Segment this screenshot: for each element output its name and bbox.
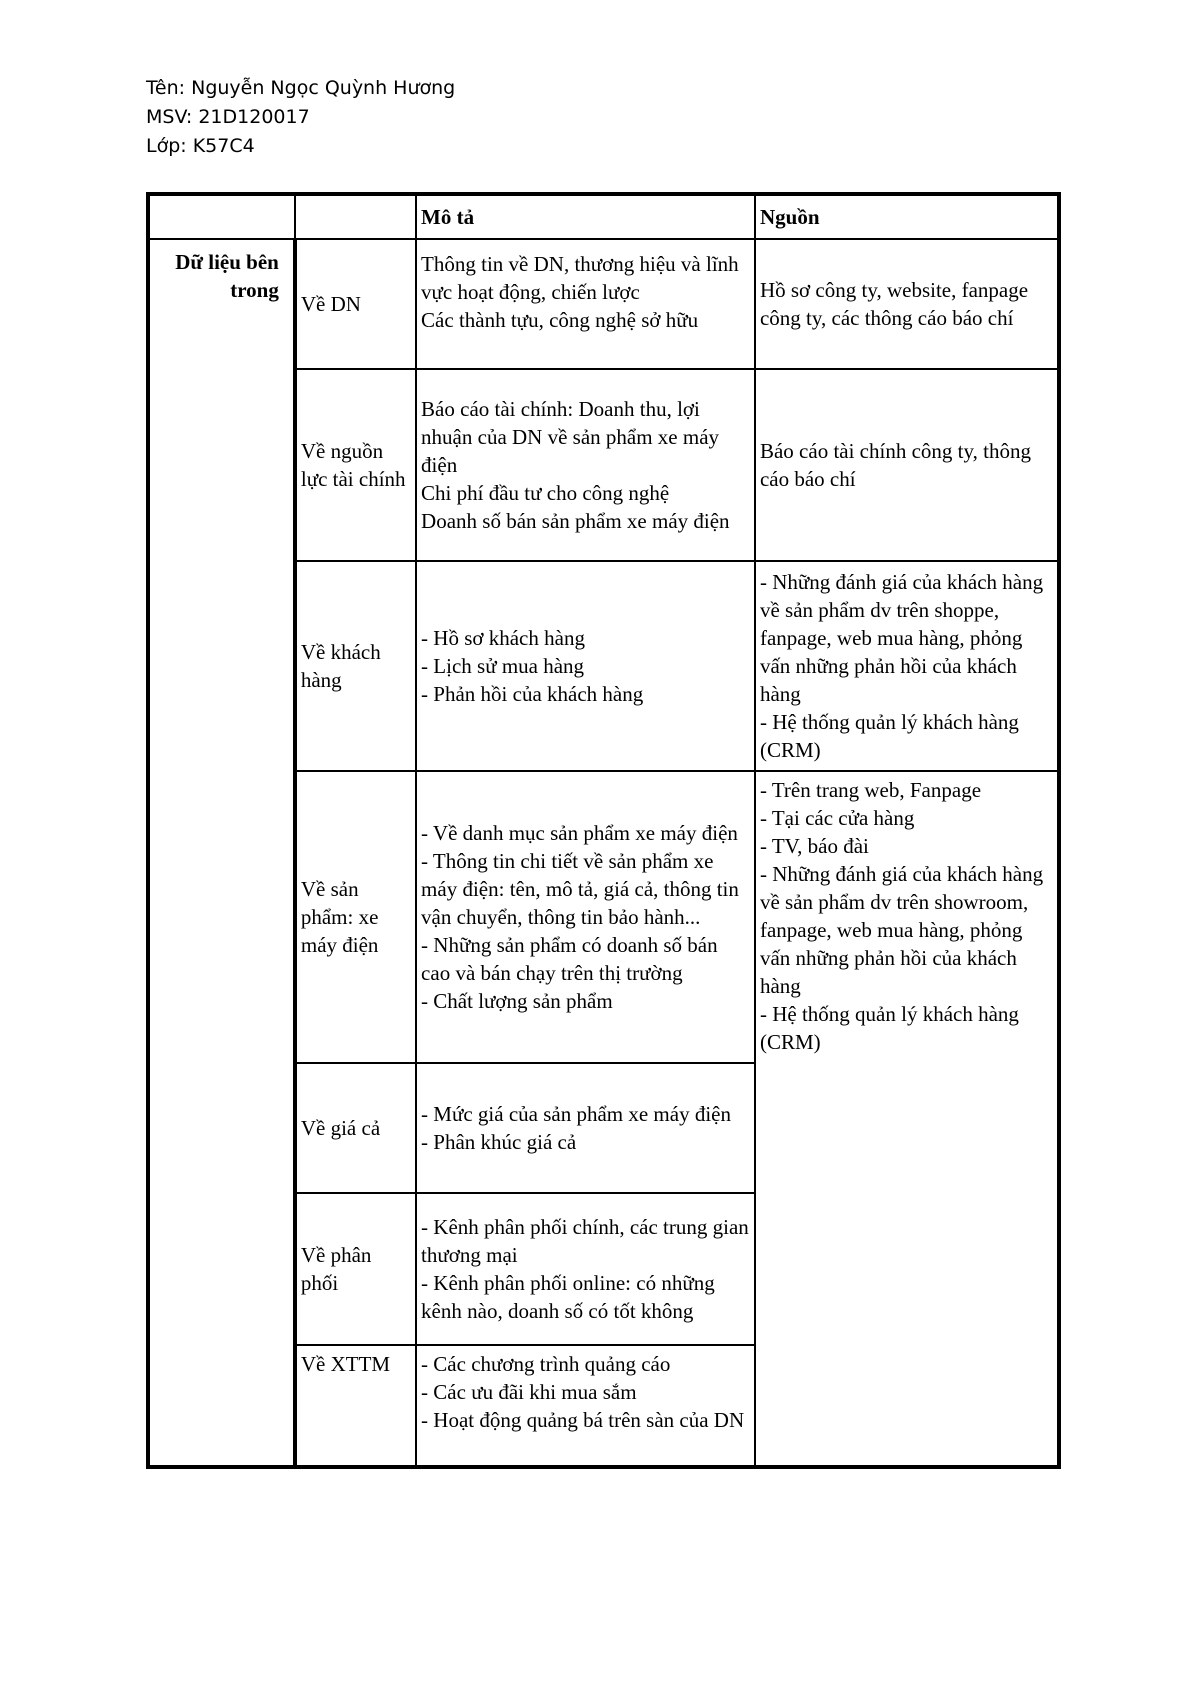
row-source-merged: - Trên trang web, Fanpage - Tại các cửa hàng - TV, báo đài - Những đánh giá của khách hàng về sản phẩm dv trên showroom, fanpage, web mua hàng, phỏng vấn những phản hồi của khách hàng - Hệ thống quản lý khách hàng (CRM) [755,771,1059,1467]
row-category: Về khách hàng [295,561,416,771]
row-category: Về giá cả [295,1063,416,1193]
row-source: Hồ sơ công ty, website, fanpage công ty, các thông cáo báo chí [755,239,1059,369]
table-header-row [148,194,1059,239]
row-description: - Mức giá của sản phẩm xe máy điện - Phân khúc giá cả [416,1063,755,1193]
row-category: Về phân phối [295,1193,416,1345]
row-category: Về nguồn lực tài chính [295,369,416,561]
row-source: Báo cáo tài chính công ty, thông cáo báo chí [755,369,1059,561]
header-source: Nguồn [755,194,1059,239]
data-table [146,192,1061,1469]
row-description: Thông tin về DN, thương hiệu và lĩnh vực hoạt động, chiến lược Các thành tựu, công nghệ sở hữu [416,239,755,369]
header-cell-empty-2 [295,194,416,239]
student-class: Lớp: K57C4 [146,135,255,157]
group-label: Dữ liệu bên trong [148,239,295,1467]
row-category: Về sản phẩm: xe máy điện [295,771,416,1063]
row-category: Về DN [295,239,416,369]
header-cell-empty-1 [148,194,295,239]
student-id: MSV: 21D120017 [146,106,310,128]
header-description: Mô tả [416,194,755,239]
row-source: - Những đánh giá của khách hàng về sản phẩm dv trên shoppe, fanpage, web mua hàng, phỏng vấn những phản hồi của khách hàng - Hệ thống quản lý khách hàng (CRM) [755,561,1059,771]
row-description: - Kênh phân phối chính, các trung gian thương mại - Kênh phân phối online: có những kênh nào, doanh số có tốt không [416,1193,755,1345]
row-description: - Các chương trình quảng cáo - Các ưu đãi khi mua sắm - Hoạt động quảng bá trên sàn của DN [416,1345,755,1467]
row-description: - Hồ sơ khách hàng - Lịch sử mua hàng - Phản hồi của khách hàng [416,561,755,771]
student-info [146,74,455,161]
row-description: Báo cáo tài chính: Doanh thu, lợi nhuận của DN về sản phẩm xe máy điện Chi phí đầu tư cho công nghệ Doanh số bán sản phẩm xe máy điện [416,369,755,561]
row-description: - Về danh mục sản phẩm xe máy điện - Thông tin chi tiết về sản phẩm xe máy điện: tên, mô tả, giá cả, thông tin vận chuyển, thông tin bảo hành... - Những sản phẩm có doanh số bán cao và bán chạy trên thị trường - Chất lượng sản phẩm [416,771,755,1063]
table-row [148,239,1059,369]
student-name: Tên: Nguyễn Ngọc Quỳnh Hương [146,77,456,99]
row-category: Về XTTM [295,1345,416,1467]
